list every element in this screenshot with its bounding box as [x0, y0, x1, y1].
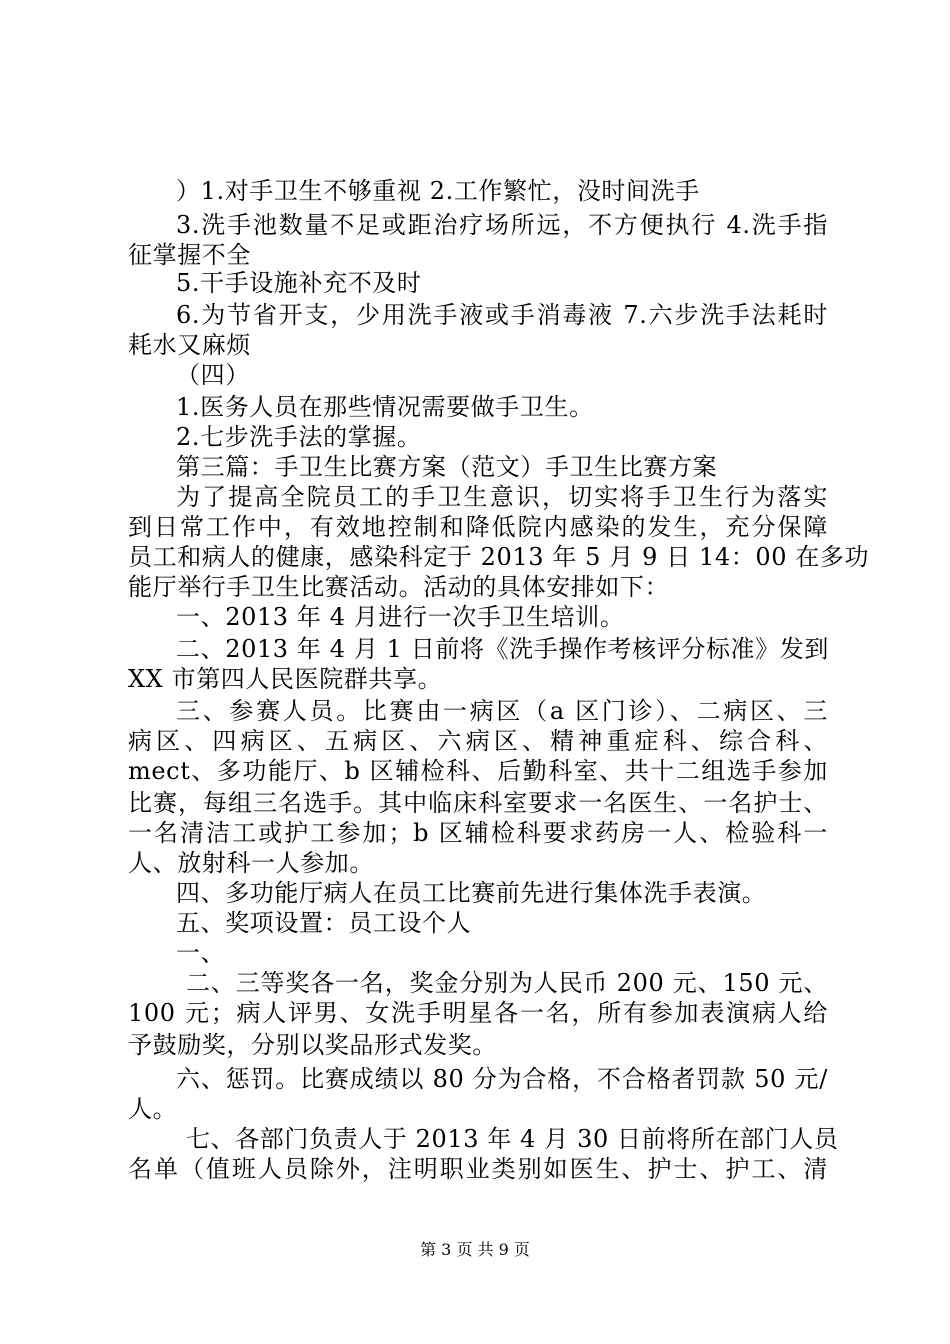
text-line: 一、2013 年 4 月进行一次手卫生培训。 — [176, 603, 625, 631]
text-line: 能厅举行手卫生比赛活动。活动的具体安排如下： — [128, 573, 670, 601]
text-line: 2.七步洗手法的掌握。 — [176, 423, 422, 451]
text-line: XX 市第四人民医院群共享。 — [128, 665, 443, 693]
text-line: 到日常工作中，有效地控制和降低院内感染的发生，充分保障 — [128, 513, 828, 541]
text-line: 二、2013 年 4 月 1 日前将《洗手操作考核评分标准》发到 — [176, 635, 829, 663]
page-number: 第 3 页 共 9 页 — [420, 1240, 530, 1259]
text-line: 耗水又麻烦 — [128, 331, 251, 359]
text-line: mect、多功能厅、b 区辅检科、后勤科室、共十二组选手参加 — [128, 757, 828, 785]
text-line: 员工和病人的健康，感染科定于 2013 年 5 月 9 日 14：00 在多功 — [128, 543, 870, 571]
text-line: 五、奖项设置：员工设个人 — [176, 909, 472, 937]
text-line: 100 元；病人评男、女洗手明星各一名，所有参加表演病人给 — [128, 999, 828, 1027]
text-line: 一名清洁工或护工参加；b 区辅检科要求药房一人、检验科一 — [128, 819, 828, 847]
text-line: 征掌握不全 — [128, 241, 251, 269]
text-line: 六、惩罚。比赛成绩以 80 分为合格，不合格者罚款 50 元/ — [176, 1065, 828, 1093]
text-line: 比赛，每组三名选手。其中临床科室要求一名医生、一名护士、 — [128, 789, 828, 817]
text-line: 二、三等奖各一名，奖金分别为人民币 200 元、150 元、 — [186, 969, 828, 997]
text-line: 病区、四病区、五病区、六病区、精神重症科、综合科、 — [128, 727, 828, 755]
text-line: 四、多功能厅病人在员工比赛前先进行集体洗手表演。 — [176, 879, 767, 907]
text-line: 为了提高全院员工的手卫生意识，切实将手卫生行为落实 — [176, 483, 828, 511]
text-line: 3.洗手池数量不足或距治疗场所远，不方便执行 4.洗手指 — [176, 211, 828, 239]
text-line: 三、参赛人员。比赛由一病区（a 区门诊）、二病区、三 — [176, 697, 828, 725]
text-line: 6.为节省开支，少用洗手液或手消毒液 7.六步洗手法耗时 — [176, 301, 828, 329]
text-line: 一、 — [176, 939, 226, 967]
text-line: 人。 — [128, 1095, 178, 1123]
text-line: 人、放射科一人参加。 — [128, 849, 374, 877]
text-line: 1.医务人员在那些情况需要做手卫生。 — [176, 393, 594, 421]
text-line: 予鼓励奖，分别以奖品形式发奖。 — [128, 1031, 497, 1059]
text-line: 名单（值班人员除外，注明职业类别如医生、护士、护工、清 — [128, 1155, 828, 1183]
text-line: ）1.对手卫生不够重视 2.工作繁忙，没时间洗手 — [176, 177, 700, 205]
text-line: 5.干手设施补充不及时 — [176, 269, 422, 297]
text-line: 七、各部门负责人于 2013 年 4 月 30 日前将所在部门人员 — [186, 1125, 839, 1153]
text-line: 第三篇：手卫生比赛方案（范文）手卫生比赛方案 — [176, 453, 718, 481]
text-line: （四） — [176, 361, 250, 389]
